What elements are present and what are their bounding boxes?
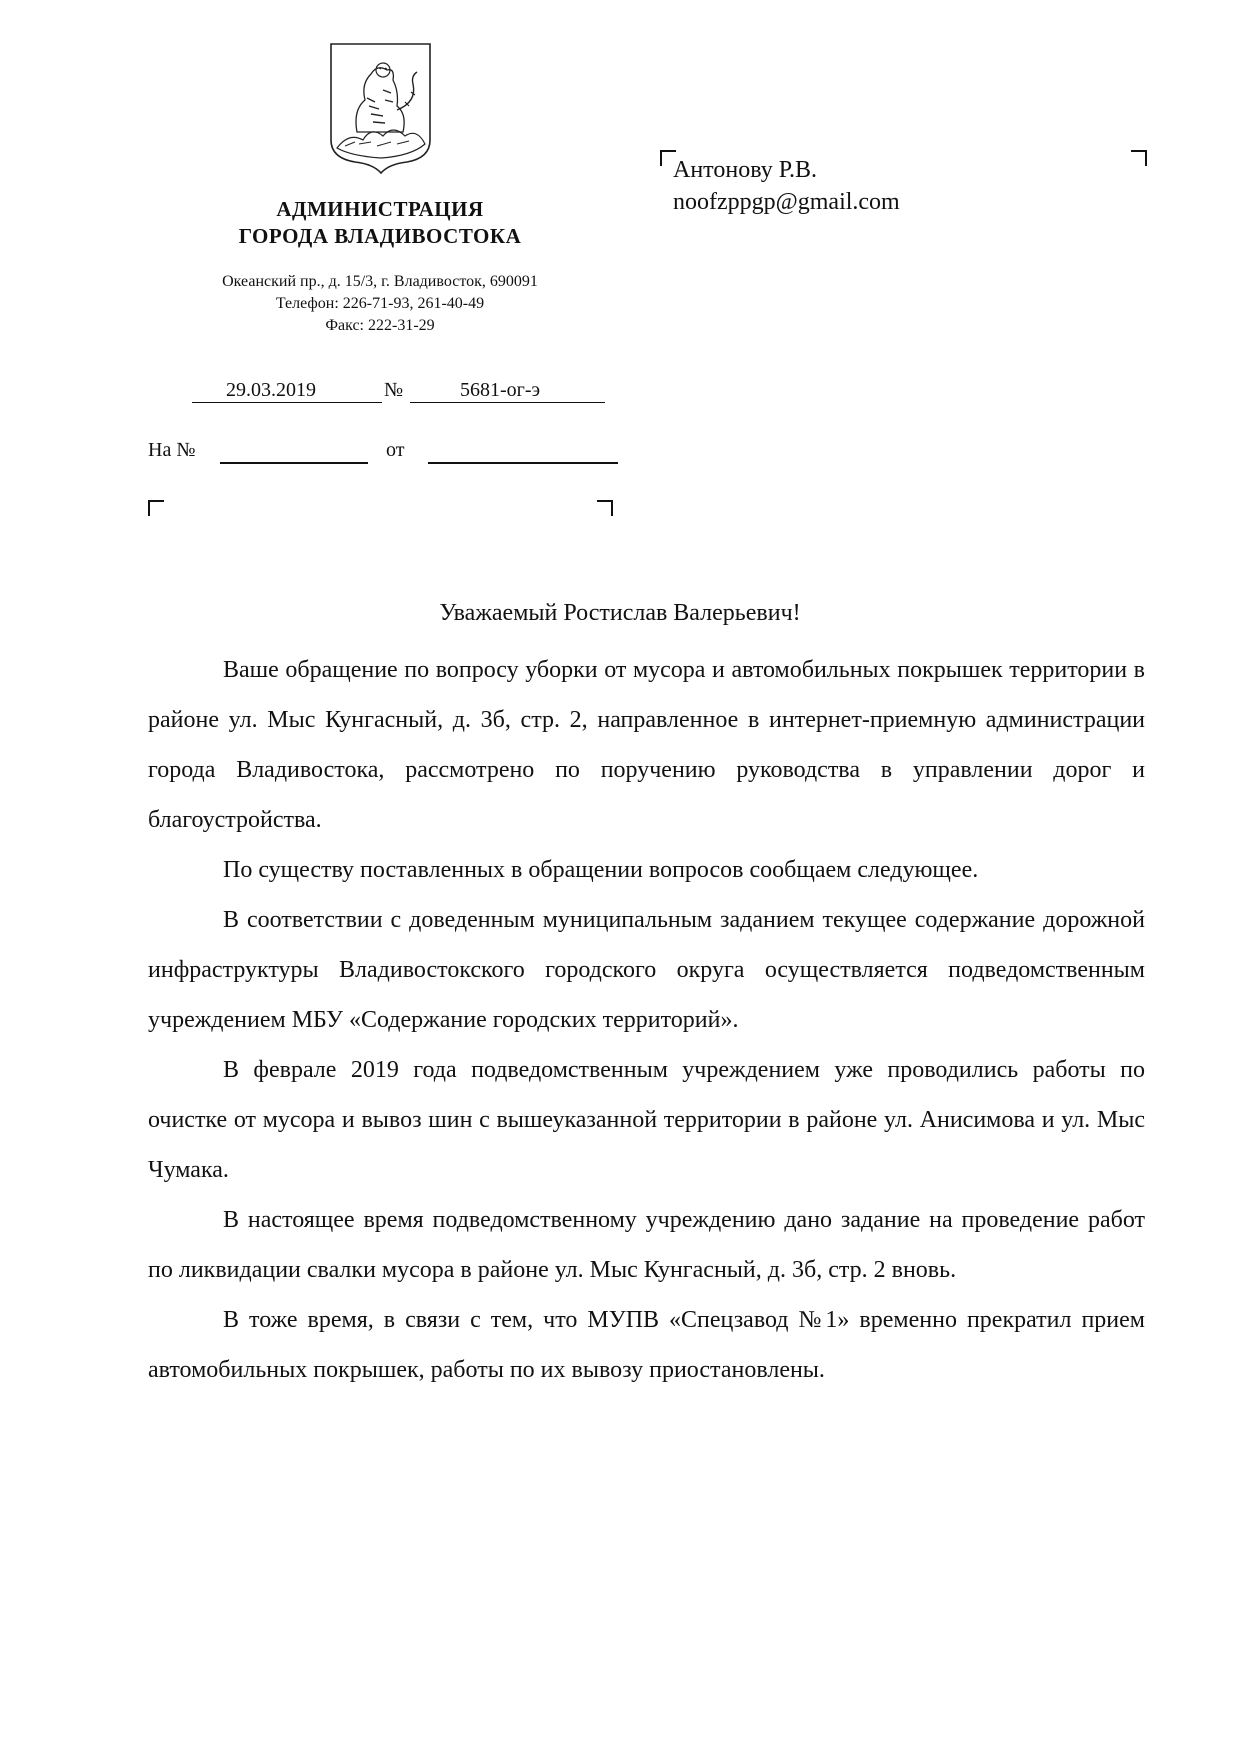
number-underline <box>410 402 605 403</box>
body-paragraph: В тоже время, в связи с тем, что МУПВ «Спецзавод №1» временно прекратил прием автомобильных покрышек, работы по их вывозу приостановлены. <box>148 1307 1145 1383</box>
body-paragraph: В настоящее время подведомственному учреждению дано задание на проведение работ по ликвидации свалки мусора в районе ул. Мыс Кунгасный, д. 3б, стр. 2 вновь. <box>148 1207 1145 1283</box>
org-address: Океанский пр., д. 15/3, г. Владивосток, 690091 <box>222 273 538 290</box>
recipient-block <box>673 154 900 218</box>
outgoing-number-label: № <box>384 379 404 401</box>
recipient-email: noofzppgp@gmail.com <box>673 189 900 215</box>
org-phone: Телефон: 226-71-93, 261-40-49 <box>275 295 485 312</box>
reply-from-field <box>428 462 618 464</box>
body-paragraph: Ваше обращение по вопросу уборки от мусора и автомобильных покрышек территории в районе ул. Мыс Кунгасный, д. 3б, стр. 2, направленное в интернет-приемную администрации города Владивостока, рассмотрено по поручению руководства в управлении дорог и благоустройства. <box>148 657 1145 833</box>
body-paragraph: В феврале 2019 года подведомственным учреждением уже проводились работы по очистке от мусора и вывоз шин с вышеуказанной территории в районе ул. Анисимова и ул. Мыс Чумака. <box>148 1057 1145 1183</box>
salutation: Уважаемый Ростислав Валерьевич! <box>439 600 801 626</box>
left-block-corner-tr <box>597 500 613 516</box>
outgoing-number: 5681-ог-э <box>460 379 541 401</box>
body-paragraph: В соответствии с доведенным муниципальным заданием текущее содержание дорожной инфраструктуры Владивостокского городского округа осуществляется подведомственным учреждением МБУ «Содержание городских территорий». <box>148 907 1145 1033</box>
reply-from-label: от <box>386 439 405 461</box>
reply-number-label: На № <box>148 439 196 461</box>
outgoing-date: 29.03.2019 <box>226 379 316 401</box>
recipient-corner-tr <box>1131 150 1147 166</box>
reply-number-field <box>220 462 368 464</box>
org-name-line2: ГОРОДА ВЛАДИВОСТОКА <box>238 224 522 248</box>
org-name-line1: АДМИНИСТРАЦИЯ <box>276 197 484 221</box>
org-fax: Факс: 222-31-29 <box>325 317 435 334</box>
left-block-corner-tl <box>148 500 164 516</box>
letter-body <box>148 645 1145 1395</box>
date-underline <box>192 402 382 403</box>
recipient-name: Антонову Р.В. <box>673 157 818 183</box>
body-paragraph: По существу поставленных в обращении вопросов сообщаем следующее. <box>223 857 979 883</box>
coat-of-arms-icon <box>327 40 434 175</box>
